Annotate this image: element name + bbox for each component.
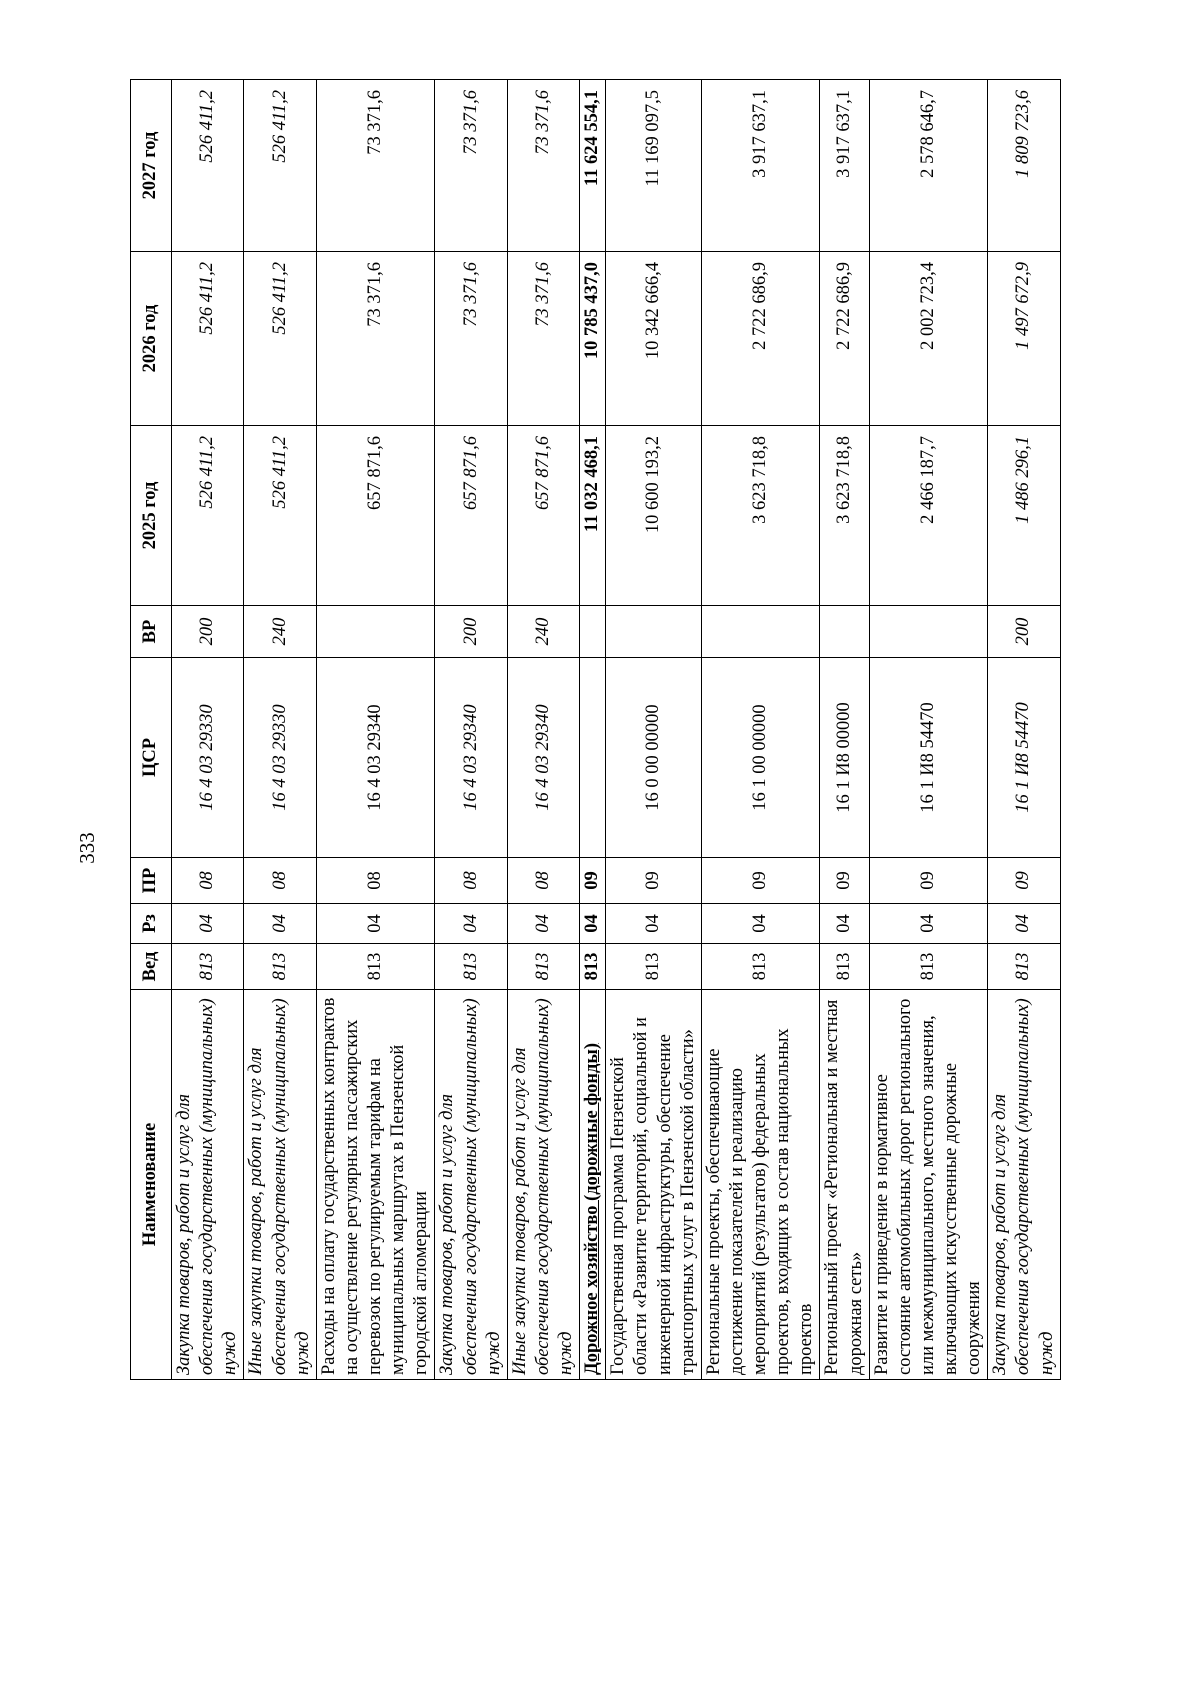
cell-name-text: Дорожное хозяйство (дорожные фонды) — [582, 1042, 603, 1375]
cell-vr — [988, 606, 1060, 658]
cell-y2026-text: 2 002 723,4 — [917, 262, 938, 350]
cell-y2025 — [435, 426, 507, 606]
cell-rz-text: 04 — [833, 914, 854, 933]
header-rz: Рз — [131, 904, 172, 944]
cell-name — [820, 990, 869, 1380]
cell-y2027-text: 73 371,6 — [365, 90, 385, 155]
cell-y2026-text: 10 342 666,4 — [642, 262, 663, 360]
cell-pr-text: 09 — [1013, 871, 1034, 890]
cell-ved — [435, 944, 507, 990]
cell-rz — [988, 904, 1060, 944]
cell-ved-text: 813 — [365, 952, 385, 981]
header-name: Наименование — [131, 990, 172, 1380]
cell-ved — [244, 944, 316, 990]
cell-pr — [701, 858, 820, 904]
cell-y2026 — [244, 252, 316, 426]
cell-csr — [244, 658, 316, 858]
cell-rz-text: 04 — [917, 914, 938, 933]
cell-ved — [172, 944, 244, 990]
cell-vr — [507, 606, 579, 658]
cell-y2027 — [580, 80, 606, 252]
table-row — [435, 80, 507, 1380]
cell-ved — [869, 944, 988, 990]
cell-ved-text: 813 — [642, 952, 663, 981]
cell-pr-text: 09 — [642, 871, 663, 890]
cell-ved — [580, 944, 606, 990]
cell-name-text: Государственная программа Пензенской области «Развитие территорий, социальной и инженерной инфраструктуры, обеспечение транспортных услуг в Пензенской области» — [608, 1017, 698, 1375]
cell-name-text: Расходы на оплату государственных контрактов на осуществление регулярных пассажирских перевозок по регулируемым тарифам на муниципальных маршрутах в Пензенской городской агломерации — [318, 997, 432, 1375]
cell-y2026-text: 73 371,6 — [460, 262, 481, 327]
table-row — [316, 80, 435, 1380]
cell-rz-text: 04 — [750, 914, 770, 933]
cell-y2025-text: 2 466 187,7 — [917, 436, 938, 524]
cell-y2026 — [988, 252, 1060, 426]
cell-csr-text: 16 4 03 29340 — [365, 704, 385, 811]
budget-table — [130, 79, 1061, 1380]
cell-vr — [580, 606, 606, 658]
cell-name — [988, 990, 1060, 1380]
cell-pr-text: 08 — [532, 871, 553, 890]
cell-y2025 — [316, 426, 435, 606]
cell-ved-text: 813 — [460, 952, 481, 981]
header-2025: 2025 год — [131, 426, 172, 606]
cell-y2027-text: 73 371,6 — [532, 90, 553, 155]
cell-y2026-text: 1 497 672,9 — [1013, 262, 1034, 350]
cell-y2025-text: 1 486 296,1 — [1013, 436, 1034, 524]
cell-name — [507, 990, 579, 1380]
cell-pr — [507, 858, 579, 904]
cell-rz — [701, 904, 820, 944]
cell-y2027-text: 3 917 637,1 — [833, 90, 854, 178]
table-row — [580, 80, 606, 1380]
cell-csr — [435, 658, 507, 858]
cell-pr-text: 09 — [582, 871, 603, 890]
cell-rz — [435, 904, 507, 944]
cell-pr-text: 09 — [750, 871, 770, 890]
cell-rz-text: 04 — [269, 914, 290, 933]
cell-csr-text: 16 1 И8 54470 — [1013, 702, 1034, 813]
header-2026: 2026 год — [131, 252, 172, 426]
cell-y2027-text: 526 411,2 — [197, 90, 218, 163]
cell-y2027-text: 11 169 097,5 — [642, 90, 663, 187]
cell-ved — [507, 944, 579, 990]
cell-name — [435, 990, 507, 1380]
cell-vr — [701, 606, 820, 658]
cell-pr — [869, 858, 988, 904]
cell-name-text: Развитие и приведение в нормативное состояние автомобильных дорог регионального или межмуниципального, местного значения, включающих искусственные дорожные сооружения — [871, 998, 985, 1375]
cell-y2025-text: 657 871,6 — [532, 436, 553, 510]
cell-y2027 — [435, 80, 507, 252]
cell-y2025 — [869, 426, 988, 606]
cell-csr — [316, 658, 435, 858]
cell-ved-text: 813 — [532, 952, 553, 981]
cell-ved — [701, 944, 820, 990]
cell-vr-text: 200 — [197, 617, 218, 646]
cell-csr — [172, 658, 244, 858]
table-row — [507, 80, 579, 1380]
cell-ved-text: 813 — [582, 952, 603, 981]
cell-name-text: Закупка товаров, работ и услуг для обеспечения государственных (муниципальных) нужд — [174, 998, 241, 1375]
cell-y2025 — [507, 426, 579, 606]
table-row — [701, 80, 820, 1380]
cell-pr — [172, 858, 244, 904]
cell-y2027 — [172, 80, 244, 252]
cell-name-text: Региональные проекты, обеспечивающие достижение показателей и реализацию мероприятий (результатов) федеральных проектов, входящих в состав национальных проектов — [703, 1028, 817, 1375]
cell-csr — [701, 658, 820, 858]
cell-y2027 — [606, 80, 702, 252]
cell-y2026 — [172, 252, 244, 426]
cell-rz — [869, 904, 988, 944]
cell-y2025 — [244, 426, 316, 606]
cell-name — [701, 990, 820, 1380]
cell-pr-text: 08 — [365, 871, 385, 890]
cell-csr-text: 16 1 00 00000 — [750, 704, 770, 811]
cell-y2025-text: 11 032 468,1 — [582, 436, 603, 533]
cell-ved-text: 813 — [750, 952, 770, 981]
table-row — [244, 80, 316, 1380]
table-header-row — [131, 80, 172, 1380]
cell-y2026-text: 2 722 686,9 — [833, 262, 854, 350]
cell-y2026-text: 10 785 437,0 — [582, 262, 603, 360]
cell-name-text: Закупка товаров, работ и услуг для обеспечения государственных (муниципальных) нужд — [990, 998, 1057, 1375]
cell-ved-text: 813 — [269, 952, 290, 981]
table-body — [172, 80, 1061, 1380]
cell-y2026 — [435, 252, 507, 426]
cell-y2027 — [988, 80, 1060, 252]
cell-name-text: Закупка товаров, работ и услуг для обеспечения государственных (муниципальных) нужд — [437, 998, 504, 1375]
cell-ved-text: 813 — [833, 952, 854, 981]
rotated-table-wrapper — [130, 80, 1057, 1385]
cell-vr-text: 240 — [532, 617, 553, 646]
cell-pr-text: 08 — [269, 871, 290, 890]
cell-y2027 — [316, 80, 435, 252]
cell-rz — [580, 904, 606, 944]
cell-y2026 — [869, 252, 988, 426]
cell-csr-text: 16 1 И8 00000 — [833, 702, 854, 813]
cell-pr-text: 08 — [460, 871, 481, 890]
cell-y2026 — [316, 252, 435, 426]
cell-csr — [820, 658, 869, 858]
cell-y2025 — [580, 426, 606, 606]
cell-vr-text: 200 — [1013, 617, 1034, 646]
cell-rz-text: 04 — [532, 914, 553, 933]
header-csr: ЦСР — [131, 658, 172, 858]
cell-rz — [507, 904, 579, 944]
cell-y2025 — [701, 426, 820, 606]
cell-name-text: Иные закупки товаров, работ и услуг для обеспечения государственных (муниципальных) нужд — [246, 998, 313, 1375]
cell-pr — [606, 858, 702, 904]
cell-pr-text: 08 — [197, 871, 218, 890]
cell-vr — [172, 606, 244, 658]
header-2027: 2027 год — [131, 80, 172, 252]
cell-vr — [606, 606, 702, 658]
cell-y2027 — [820, 80, 869, 252]
cell-y2025-text: 657 871,6 — [460, 436, 481, 510]
cell-name-text: Иные закупки товаров, работ и услуг для обеспечения государственных (муниципальных) нужд — [509, 998, 576, 1375]
page-number: 333 — [75, 832, 99, 864]
cell-y2026 — [606, 252, 702, 426]
cell-pr — [244, 858, 316, 904]
table-row — [988, 80, 1060, 1380]
cell-y2027-text: 526 411,2 — [269, 90, 290, 163]
cell-y2027 — [244, 80, 316, 252]
cell-csr — [580, 658, 606, 858]
cell-ved-text: 813 — [917, 952, 938, 981]
cell-y2025 — [606, 426, 702, 606]
cell-rz — [316, 904, 435, 944]
cell-y2027 — [701, 80, 820, 252]
cell-name — [172, 990, 244, 1380]
cell-y2027-text: 11 624 554,1 — [582, 90, 603, 187]
cell-vr — [869, 606, 988, 658]
cell-y2025-text: 3 623 718,8 — [750, 436, 770, 524]
cell-csr-text: 16 4 03 29340 — [532, 704, 553, 811]
cell-name-text: Региональный проект «Региональная и местная дорожная сеть» — [822, 999, 866, 1375]
cell-pr — [435, 858, 507, 904]
cell-vr — [435, 606, 507, 658]
cell-ved-text: 813 — [197, 952, 218, 981]
cell-rz — [244, 904, 316, 944]
cell-y2026-text: 73 371,6 — [365, 262, 385, 327]
table-row — [869, 80, 988, 1380]
cell-y2025 — [988, 426, 1060, 606]
cell-y2026 — [580, 252, 606, 426]
cell-y2026 — [820, 252, 869, 426]
header-ved: Вед — [131, 944, 172, 990]
cell-ved — [606, 944, 702, 990]
header-vr: ВР — [131, 606, 172, 658]
cell-y2027-text: 73 371,6 — [460, 90, 481, 155]
table-row — [606, 80, 702, 1380]
cell-csr-text: 16 4 03 29340 — [460, 704, 481, 811]
cell-vr — [244, 606, 316, 658]
cell-rz-text: 04 — [1013, 914, 1034, 933]
cell-pr-text: 09 — [833, 871, 854, 890]
cell-name — [580, 990, 606, 1380]
cell-y2025-text: 3 623 718,8 — [833, 436, 854, 524]
cell-rz-text: 04 — [460, 914, 481, 933]
cell-csr — [988, 658, 1060, 858]
cell-y2027-text: 3 917 637,1 — [750, 90, 770, 178]
cell-y2025 — [172, 426, 244, 606]
cell-rz-text: 04 — [365, 914, 385, 933]
cell-ved-text: 813 — [1013, 952, 1034, 981]
cell-vr — [820, 606, 869, 658]
cell-ved — [988, 944, 1060, 990]
cell-csr — [869, 658, 988, 858]
cell-ved — [820, 944, 869, 990]
cell-pr — [580, 858, 606, 904]
cell-y2027-text: 1 809 723,6 — [1013, 90, 1034, 178]
cell-ved — [316, 944, 435, 990]
cell-y2026-text: 526 411,2 — [197, 262, 218, 335]
cell-csr-text: 16 4 03 29330 — [197, 704, 218, 811]
cell-pr-text: 09 — [917, 871, 938, 890]
cell-csr — [606, 658, 702, 858]
cell-rz-text: 04 — [197, 914, 218, 933]
cell-csr — [507, 658, 579, 858]
cell-pr — [820, 858, 869, 904]
cell-vr-text: 240 — [269, 617, 290, 646]
cell-rz — [820, 904, 869, 944]
cell-y2026-text: 2 722 686,9 — [750, 262, 770, 350]
table-row — [172, 80, 244, 1380]
cell-rz — [172, 904, 244, 944]
cell-name — [606, 990, 702, 1380]
cell-pr — [316, 858, 435, 904]
cell-pr — [988, 858, 1060, 904]
cell-csr-text: 16 4 03 29330 — [269, 704, 290, 811]
table-row — [820, 80, 869, 1380]
cell-csr-text: 16 0 00 00000 — [642, 704, 663, 811]
cell-y2025-text: 10 600 193,2 — [642, 436, 663, 534]
header-pr: ПР — [131, 858, 172, 904]
cell-y2025-text: 526 411,2 — [197, 436, 218, 509]
cell-rz — [606, 904, 702, 944]
rotated-table-inner — [130, 80, 1057, 1380]
cell-y2026-text: 526 411,2 — [269, 262, 290, 335]
cell-name — [316, 990, 435, 1380]
cell-y2025 — [820, 426, 869, 606]
cell-y2027 — [507, 80, 579, 252]
cell-y2027-text: 2 578 646,7 — [917, 90, 938, 178]
cell-y2026 — [701, 252, 820, 426]
cell-rz-text: 04 — [642, 914, 663, 933]
cell-y2026 — [507, 252, 579, 426]
cell-y2025-text: 657 871,6 — [365, 436, 385, 510]
cell-csr-text: 16 1 И8 54470 — [917, 702, 938, 813]
cell-vr — [316, 606, 435, 658]
cell-vr-text: 200 — [460, 617, 481, 646]
cell-y2026-text: 73 371,6 — [532, 262, 553, 327]
cell-rz-text: 04 — [582, 914, 603, 933]
cell-y2025-text: 526 411,2 — [269, 436, 290, 509]
cell-name — [244, 990, 316, 1380]
cell-y2027 — [869, 80, 988, 252]
cell-name — [869, 990, 988, 1380]
